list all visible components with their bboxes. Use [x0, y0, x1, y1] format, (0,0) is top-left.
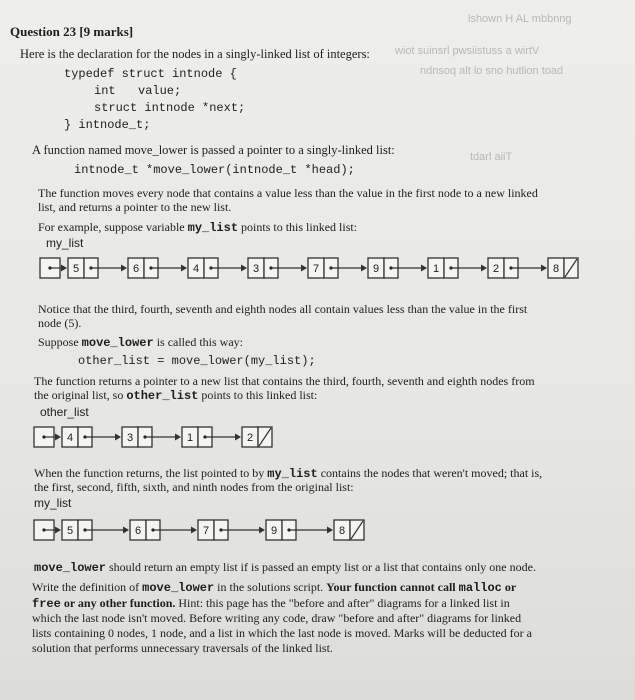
hint-line-4: solution that performs unnecessary traversals of the linked list. — [32, 641, 333, 655]
empty-rest: should return an empty list if is passed an empty list or a list that contains only one node. — [109, 560, 536, 574]
original-node-value-4: 7 — [312, 263, 320, 275]
notice-line-2: node (5). — [38, 316, 82, 330]
original-node-arrowhead-5 — [361, 265, 367, 272]
returns-suffix: points to this linked list: — [201, 388, 318, 402]
write-mid: in the solutions script. — [217, 580, 324, 594]
returns-line-2 — [34, 388, 317, 403]
code-line-typedef: typedef struct intnode { — [64, 67, 237, 81]
other-node-arrowhead-2 — [175, 434, 181, 441]
code-line-next: struct intnode *next; — [94, 101, 246, 115]
example-var: my_list — [187, 221, 239, 235]
when-line-1 — [34, 466, 542, 481]
other-node-arrowhead-1 — [115, 434, 121, 441]
hint-rest: Hint: this page has the "before and after" diagrams for a linked list in — [178, 596, 510, 610]
question-heading: Question 23 [9 marks] — [10, 24, 134, 39]
after-node-value-0: 5 — [66, 525, 74, 537]
hint-line-3: lists containing 0 nodes, 1 node, and a list in which the last node is moved. Marks will be deducted for a — [32, 626, 532, 640]
original-node-arrowhead-3 — [241, 265, 247, 272]
free-line — [32, 596, 510, 611]
other-node-value-3: 2 — [246, 432, 254, 444]
when-suffix: contains the nodes that weren't moved; that is, — [320, 466, 543, 480]
when-line-2: the first, second, fifth, sixth, and ninth nodes from the original list: — [34, 480, 354, 494]
original-node-value-0: 5 — [72, 263, 80, 275]
intro-text: Here is the declaration for the nodes in a singly-linked list of integers: — [20, 47, 370, 61]
write-or: or — [504, 580, 517, 594]
free-rest: or any other function. — [63, 596, 176, 610]
call-statement: other_list = move_lower(my_list); — [78, 354, 316, 368]
page: lshown H AL mbbnng wiot suinsrl pwsiistuss a wirtV ndnsoq alt lo sno hutlion toad tdarl aiiT Question 23 [9 marks] Here is the declaration for the nodes in a singly-linked list of integers: typedef struct intnode { int value; struct intnode *next; } intnode_t; A function named move_lower is passed a pointer to a singly-linked list: intnode_t *move_lower(intnode_t *head); The function moves every node that contains a value less than the value in the first node to a new linked list, and returns a pointer to the new list. For example, suppose variable my_list points to this linked list: my_list 5 6 4 3 7 9 1 2 8 4 3 1 2 5 6 7 9 8 Notice that the third, fourth, seventh and eighth nodes all contain values less than the value in the first node (5). Suppose move_lower is called this way: other_list = move_lower(my_list); The function returns a pointer to a new list that contains the third, fourth, seventh and eighth nodes from the original list, so other_list points to this linked list: other_list When the function returns, the list pointed to by my_list contains the nodes that weren't moved; that is, the first, second, fifth, sixth, and ninth nodes from the original list: my_list move_lower should return an empty list if is passed an empty list or a list that contains only one node. Write the definition of move_lower in the solutions script. Your function cannot call malloc or free or any other function. Hint: this page has the "before and after" diagrams for a linked list in which the last node isn't moved. Before writing any code, draw "before and after" diagrams for linked lists containing 0 nodes, 1 node, and a list in which the last node is moved. Marks will be deducted for a solution that performs unnecessary traversals of the linked list. — [0, 0, 635, 700]
other-node-arrowhead-3 — [235, 434, 241, 441]
original-node-value-1: 6 — [132, 263, 140, 275]
description-line-2: list, and returns a pointer to the new list. — [38, 200, 232, 214]
original-node-arrowhead-2 — [181, 265, 187, 272]
suppose-suffix: is called this way: — [156, 335, 244, 349]
label-my-list: my_list — [46, 236, 84, 250]
code-line-int: int — [94, 84, 116, 98]
original-node-value-7: 2 — [492, 263, 500, 275]
returns-line-1: The function returns a pointer to a new list that contains the third, fourth, seventh and eighth nodes from — [34, 374, 535, 388]
notice-line-1: Notice that the third, fourth, seventh and eighth nodes all contain values less than the value in the first — [38, 302, 528, 316]
write-bold: Your function cannot call — [326, 580, 456, 594]
suppose-line — [38, 335, 243, 350]
write-malloc: malloc — [458, 581, 502, 595]
after-node-arrowhead-4 — [327, 527, 333, 534]
example-prefix: For example, suppose variable — [38, 220, 185, 234]
label-my-list-after: my_list — [34, 496, 72, 510]
original-node-value-8: 8 — [552, 263, 560, 275]
function-intro: A function named move_lower is passed a pointer to a singly-linked list: — [32, 143, 395, 157]
other-node-value-0: 4 — [66, 432, 74, 444]
other-node-value-2: 1 — [186, 432, 194, 444]
empty-fn: move_lower — [34, 561, 107, 575]
original-node-arrowhead-6 — [421, 265, 427, 272]
empty-line — [34, 560, 536, 575]
after-node-value-4: 8 — [338, 525, 346, 537]
after-node-value-2: 7 — [202, 525, 210, 537]
free-word: free — [32, 597, 61, 611]
returns-var: other_list — [126, 389, 199, 403]
when-prefix: When the function returns, the list pointed to by — [34, 466, 265, 480]
original-node-arrowhead-8 — [541, 265, 547, 272]
suppose-fn: move_lower — [81, 336, 154, 350]
original-node-arrowhead-4 — [301, 265, 307, 272]
example-suffix: points to this linked list: — [241, 220, 358, 234]
original-node-arrowhead-0 — [61, 265, 67, 272]
hint-line-2: which the last node isn't moved. Before writing any code, draw "before and after" diagrams for linked — [32, 611, 522, 625]
label-other-list: other_list — [40, 405, 89, 419]
write-line — [32, 580, 516, 595]
other-node-value-1: 3 — [126, 432, 134, 444]
write-prefix: Write the definition of — [32, 580, 140, 594]
code-line-value: value; — [138, 84, 182, 98]
original-node-value-2: 4 — [192, 263, 200, 275]
after-node-value-1: 6 — [134, 525, 142, 537]
write-fn: move_lower — [142, 581, 215, 595]
after-node-arrowhead-0 — [55, 527, 61, 534]
after-node-arrowhead-1 — [123, 527, 129, 534]
original-node-arrowhead-1 — [121, 265, 127, 272]
when-var: my_list — [267, 467, 318, 481]
code-line-close: } intnode_t; — [64, 118, 151, 132]
after-node-arrowhead-3 — [259, 527, 265, 534]
original-node-arrowhead-7 — [481, 265, 487, 272]
returns-prefix: the original list, so — [34, 388, 124, 402]
function-signature: intnode_t *move_lower(intnode_t *head); — [74, 163, 355, 177]
after-node-arrowhead-2 — [191, 527, 197, 534]
after-node-value-3: 9 — [270, 525, 278, 537]
suppose-prefix: Suppose — [38, 335, 79, 349]
other-node-arrowhead-0 — [55, 434, 61, 441]
original-node-value-5: 9 — [372, 263, 380, 275]
original-node-value-6: 1 — [432, 263, 440, 275]
original-node-value-3: 3 — [252, 263, 260, 275]
description-line-1: The function moves every node that contains a value less than the value in the first node to a new linked — [38, 186, 538, 200]
